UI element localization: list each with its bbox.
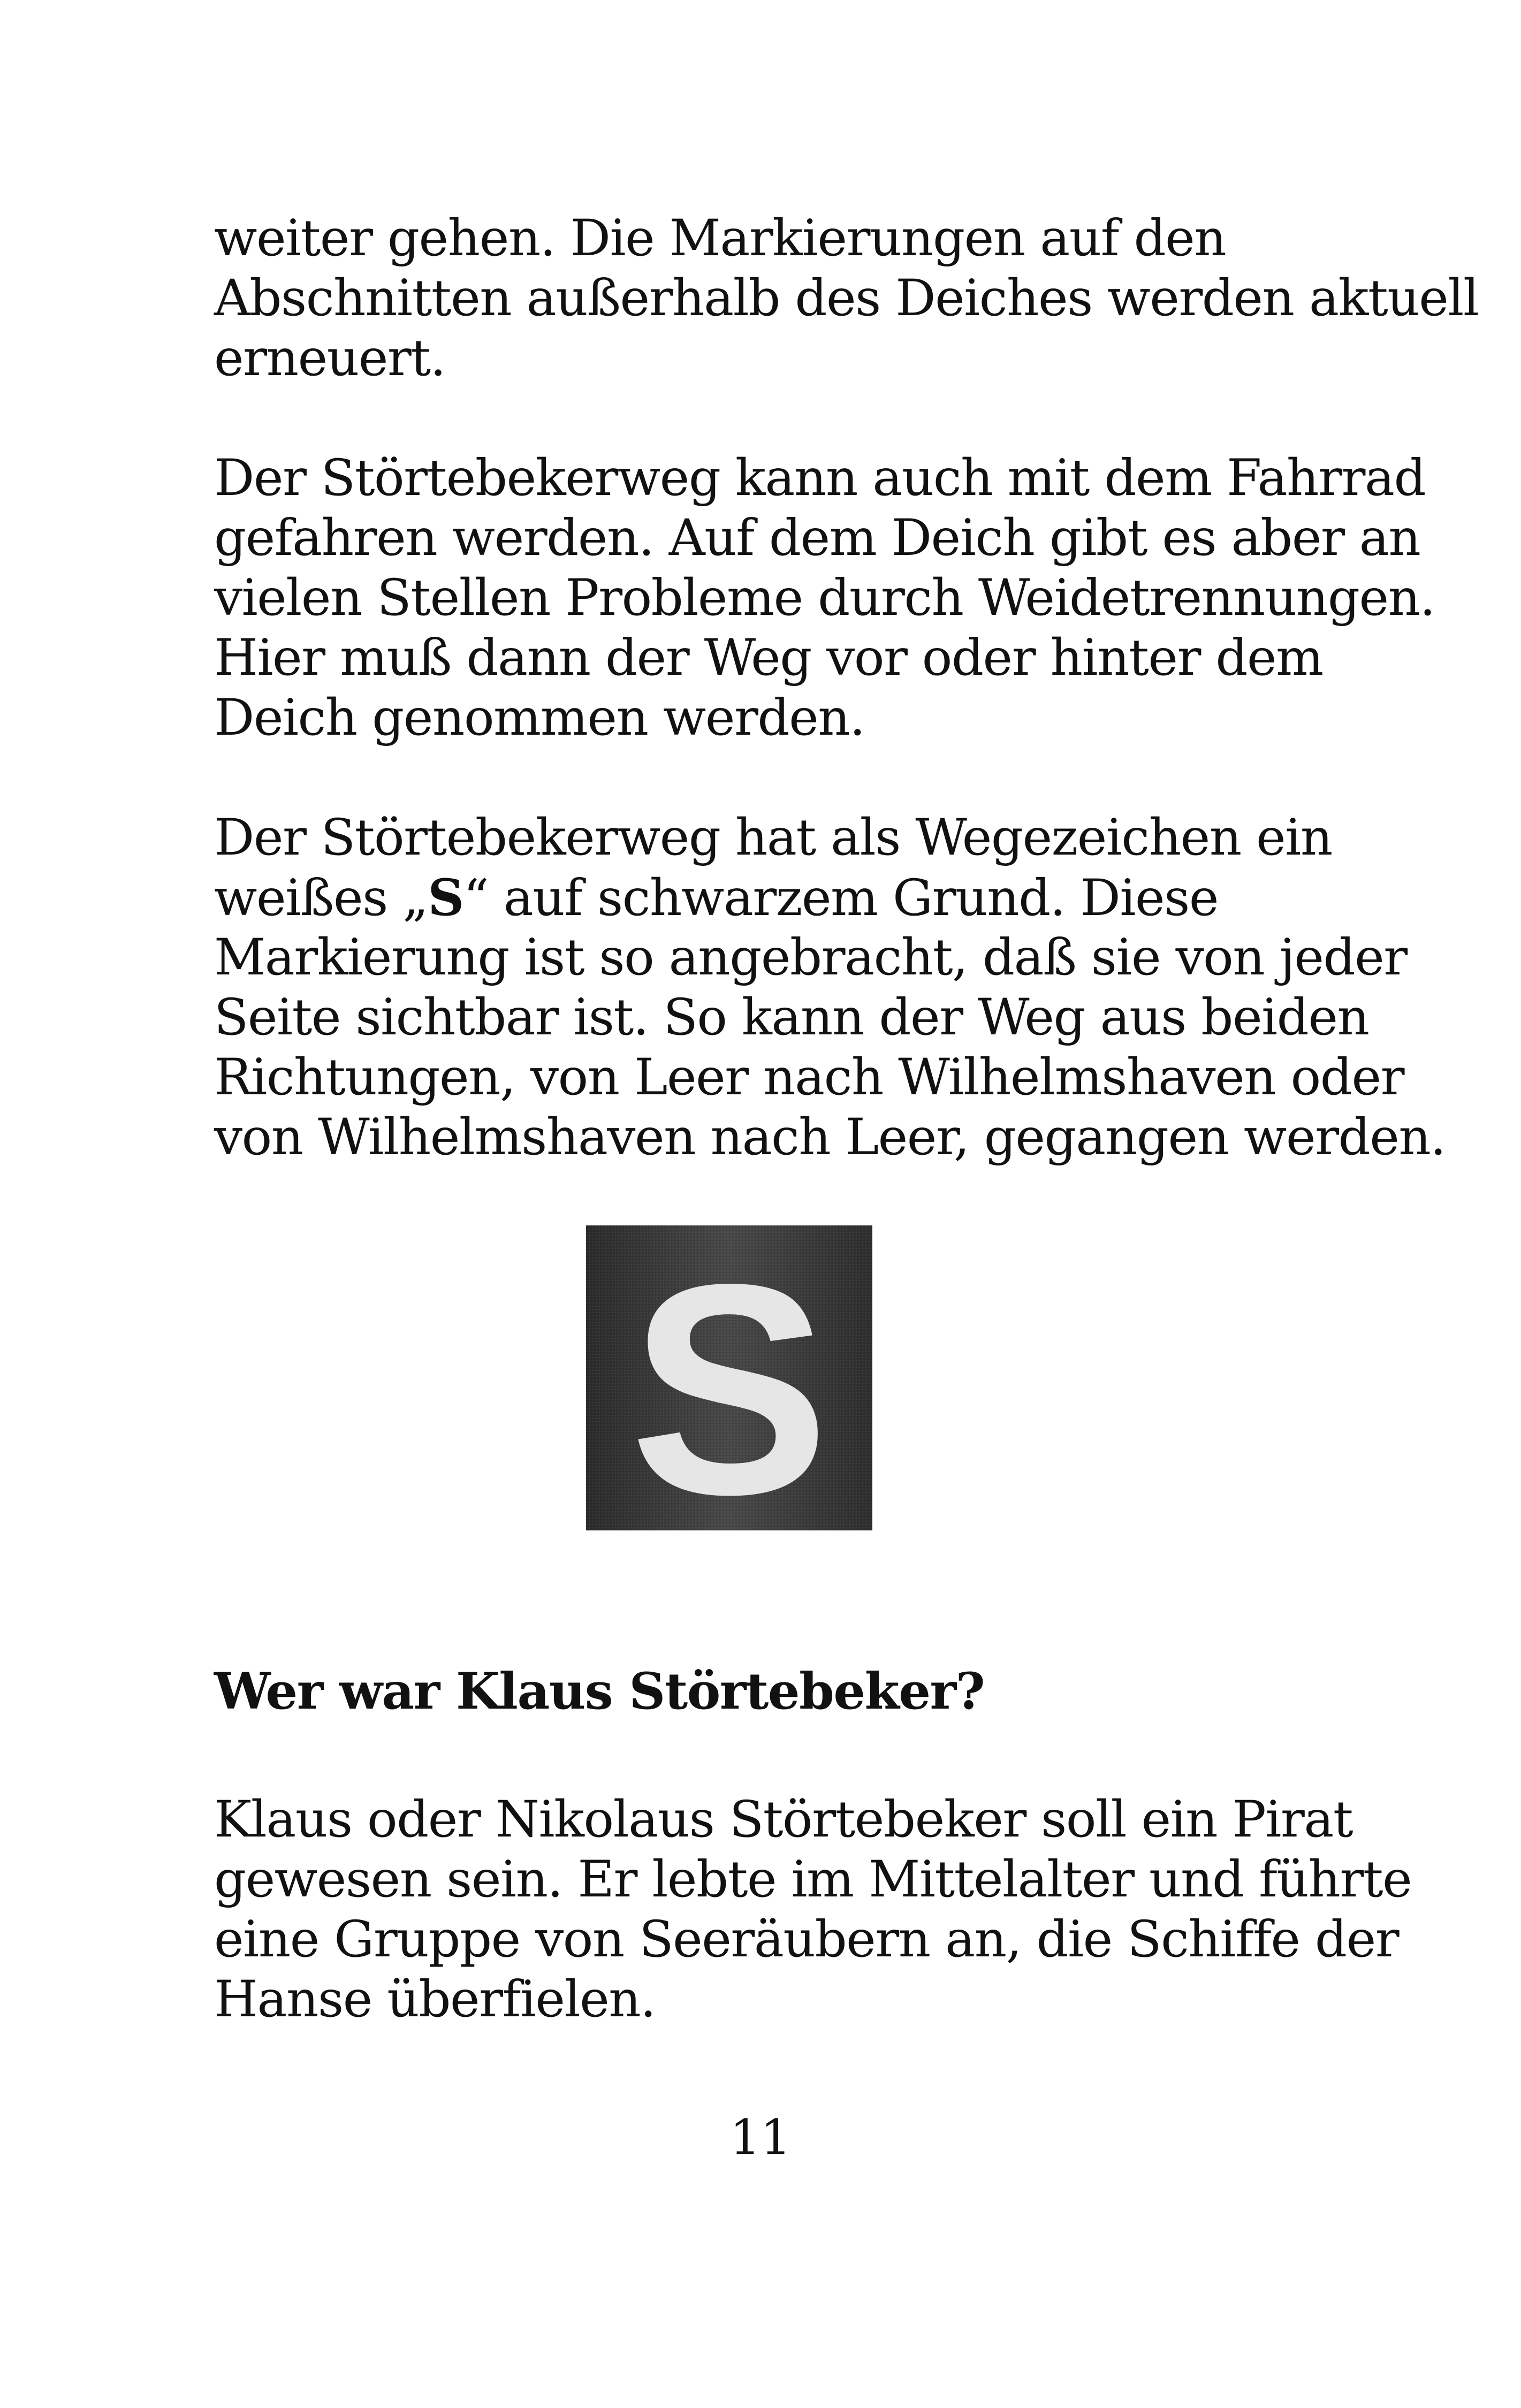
text-line: Deich genommen werden. <box>214 689 865 747</box>
text-line: gewesen sein. Er lebte im Mittelalter und führte <box>214 1850 1412 1909</box>
waymark-s-photo <box>586 1225 872 1530</box>
text-line: Markierung ist so angebracht, daß sie von jeder <box>214 928 1407 987</box>
text-line: von Wilhelmshaven nach Leer, gegangen werden. <box>214 1108 1446 1167</box>
text-line: Richtungen, von Leer nach Wilhelmshaven oder <box>214 1048 1404 1107</box>
text-line: Klaus oder Nikolaus Störtebeker soll ein Pirat <box>214 1790 1353 1849</box>
paragraph-pirate <box>214 1790 1412 2030</box>
text-line: Der Störtebekerweg kann auch mit dem Fahrrad <box>214 449 1426 507</box>
text-line: gefahren werden. Auf dem Deich gibt es aber an <box>214 509 1420 567</box>
paragraph-waymark <box>214 808 1446 1168</box>
text-line: Seite sichtbar ist. So kann der Weg aus beiden <box>214 988 1369 1047</box>
section-heading: Wer war Klaus Störtebeker? <box>214 1662 985 1721</box>
page-number: 11 <box>729 2109 792 2166</box>
text-line: Hier muß dann der Weg vor oder hinter dem <box>214 629 1323 687</box>
text-line <box>214 868 1263 928</box>
text-line: Hanse überfielen. <box>214 1970 656 2029</box>
text-line: erneuert. <box>214 329 445 387</box>
text-span: “ auf schwarzem Grund. Diese <box>463 869 1218 927</box>
body-text <box>214 209 1479 1228</box>
paragraph-markings <box>214 209 1479 388</box>
text-line: vielen Stellen Probleme durch Weidetrennungen. <box>214 569 1435 627</box>
text-line: weiter gehen. Die Markierungen auf den <box>214 209 1226 268</box>
text-line: Abschnitten außerhalb des Deiches werden aktuell <box>214 269 1479 327</box>
text-line: eine Gruppe von Seeräubern an, die Schiffe der <box>214 1910 1399 1969</box>
sign-letter: S <box>629 1225 830 1530</box>
paragraph-bicycle <box>214 448 1435 748</box>
text-line: Der Störtebekerweg hat als Wegezeichen ein <box>214 809 1332 867</box>
bold-letter: S <box>428 868 463 927</box>
text-span: weißes „ <box>214 869 428 927</box>
